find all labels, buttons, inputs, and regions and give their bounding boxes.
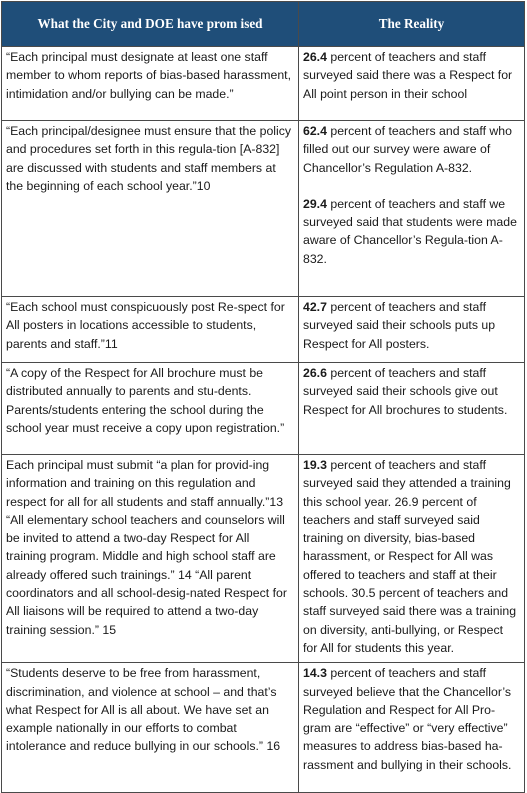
promise-text: “Students deserve to be free from harassment, discrimination, and violence at school – and that’s what Respect for All is all about. We have set an example nationally in our efforts to combat intolerance and reduce bullying in our schools.” 16 xyxy=(6,666,281,754)
header-promises: What the City and DOE have prom ised xyxy=(2,2,299,47)
promise-cell xyxy=(2,663,299,793)
reality-percent: 14.3 xyxy=(303,666,327,681)
reality-text xyxy=(303,664,519,774)
header-reality: The Reality xyxy=(299,2,525,47)
promise-text: Each principal must submit “a plan for provid-ing information and training on this regulation and respect for all for all students and staff annually.”13 “All elementary school teachers and counselors will be invited to attend a two-day Respect for All training program. Middle and high school staff are already offered such trainings.” 14 “All parent coordinators and all school-desig-nated Respect for All liaisons will be required to attend a two-day training session.” 15 xyxy=(6,458,287,637)
reality-description: percent of teachers and staff surveyed said they attended a training this school year. 26.9 percent of teachers and staff surveyed said training on diversity, bias-based harassment, or Respect for All was offered to teachers and staff at their schools. 30.5 percent of teachers and staff surveyed said there was a training on diversity, anti-bullying, or Respect for All for students this year. xyxy=(303,458,517,655)
promise-cell xyxy=(2,455,299,663)
table-row xyxy=(2,47,525,121)
table-row xyxy=(2,297,525,363)
reality-description: percent of teachers and staff surveyed believe that the Chancellor’s Regulation and Respect for All Pro-gram are “effective” or “very effective” measures to address bias-based ha-rassment and bullying in their schools. xyxy=(303,666,512,772)
promise-text: “A copy of the Respect for All brochure must be distributed annually to parents and stu-dents. Parents/students entering the school during the school year must receive a copy upon registration.” xyxy=(6,366,285,435)
reality-percent: 42.7 xyxy=(303,300,327,314)
reality-description: percent of teachers and staff surveyed said there was a Respect for All point person in their school xyxy=(303,50,513,101)
promise-cell xyxy=(2,121,299,297)
reality-percent: 26.6 xyxy=(303,366,327,380)
promise-cell xyxy=(2,297,299,363)
reality-percent: 19.3 xyxy=(303,458,327,472)
promise-text: “Each principal/designee must ensure that the policy and procedures set forth in this regula-tion [A-832] are discussed with students and staff members at the beginning of each school year.”10 xyxy=(6,124,292,193)
reality-cell xyxy=(299,363,525,455)
reality-cell xyxy=(299,663,525,793)
reality-text xyxy=(303,298,519,353)
reality-description: percent of teachers and staff we surveyed said that students were made aware of Chancellor’s Regula-tion A-832. xyxy=(303,196,517,266)
promise-text: “Each principal must designate at least one staff member to whom reports of bias-based harassment, intimidation and/or bullying can be made.” xyxy=(6,50,292,101)
reality-description: percent of teachers and staff who filled out our survey were aware of Chancellor’s Regulation A-832. xyxy=(303,124,512,175)
comparison-table xyxy=(1,1,525,793)
reality-cell xyxy=(299,121,525,297)
reality-text xyxy=(303,364,519,419)
table-row xyxy=(2,363,525,455)
reality-text xyxy=(303,122,519,177)
reality-text xyxy=(303,195,519,268)
table-row xyxy=(2,455,525,663)
reality-cell xyxy=(299,47,525,121)
header-row xyxy=(2,2,525,47)
promise-text: “Each school must conspicuously post Re-spect for All posters in locations accessible to students, parents and staff.”11 xyxy=(6,300,285,351)
reality-text xyxy=(303,48,519,103)
reality-percent: 62.4 xyxy=(303,124,327,138)
promise-cell xyxy=(2,47,299,121)
table-row xyxy=(2,663,525,793)
reality-percent: 26.4 xyxy=(303,50,327,64)
reality-description: percent of teachers and staff surveyed said their schools give out Respect for All brochures to students. xyxy=(303,366,508,417)
reality-cell xyxy=(299,455,525,663)
reality-cell xyxy=(299,297,525,363)
reality-description: percent of teachers and staff surveyed said their schools puts up Respect for All posters. xyxy=(303,300,496,351)
promise-cell xyxy=(2,363,299,455)
table-row xyxy=(2,121,525,297)
reality-text xyxy=(303,456,519,657)
reality-percent: 29.4 xyxy=(303,196,327,211)
